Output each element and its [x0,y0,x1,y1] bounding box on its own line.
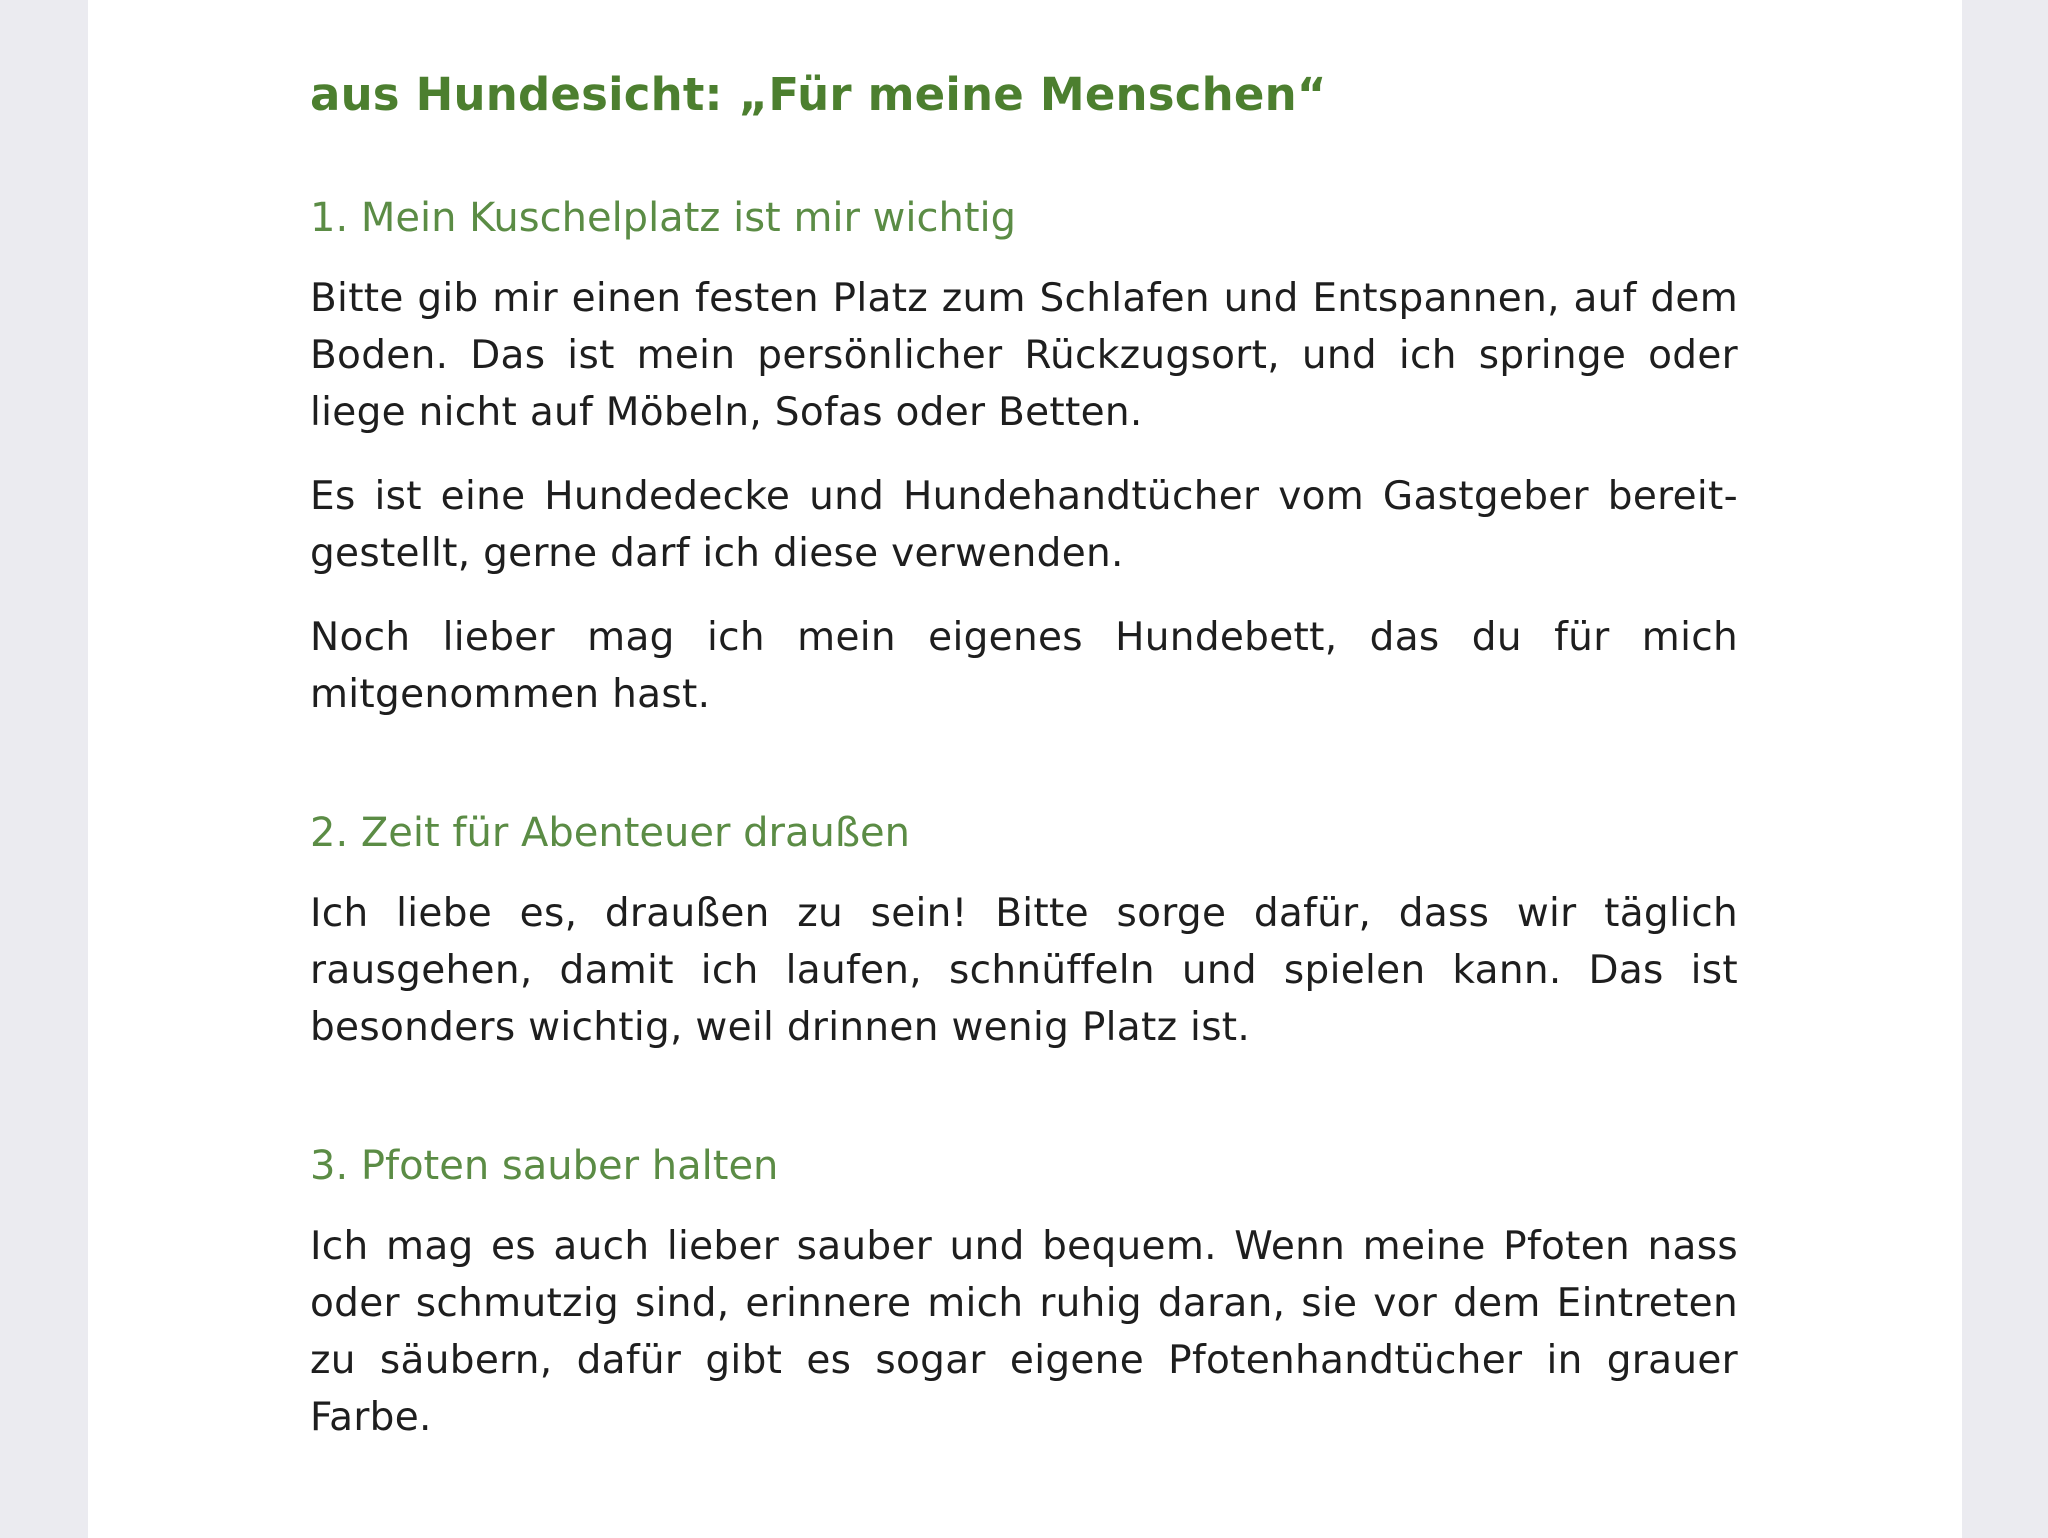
section-paragraph: Es ist eine Hundedecke und Hundehandtücher vom Gastgeber bereit-gestellt, gerne darf ich diese verwenden. [310,474,1738,576]
document-content [310,60,1738,1446]
section-paragraph: Bitte gib mir einen festen Platz zum Schlafen und Entspannen, auf dem Boden. Das ist mein persönlicher Rückzugsort, und ich springe oder liege nicht auf Möbeln, Sofas oder Betten. [310,276,1738,435]
section-heading: 2. Zeit für Abenteuer draußen [310,810,910,856]
section-paragraph: Noch lieber mag ich mein eigenes Hundebett, das du für mich mitgenommen hast. [310,615,1738,717]
section-kuschelplatz [310,190,1738,723]
section-heading: 3. Pfoten sauber halten [310,1143,779,1189]
page-title: aus Hundesicht: „Für meine Menschen“ [310,68,1327,121]
section-pfoten [310,1138,1738,1446]
section-paragraph: Ich mag es auch lieber sauber und bequem. Wenn meine Pfoten nass oder schmutzig sind, erinnere mich ruhig daran, sie vor dem Eintreten zu säubern, dafür gibt es sogar eigene Pfotenhandtücher in grauer Farbe. [310,1224,1738,1440]
document-page [88,0,1962,1538]
section-paragraph: Ich liebe es, draußen zu sein! Bitte sorge dafür, dass wir täglich rausgehen, damit ich laufen, schnüffeln und spielen kann. Das ist besonders wichtig, weil drinnen wenig Platz ist. [310,891,1738,1050]
section-abenteuer [310,805,1738,1056]
section-heading: 1. Mein Kuschelplatz ist mir wichtig [310,195,1017,241]
